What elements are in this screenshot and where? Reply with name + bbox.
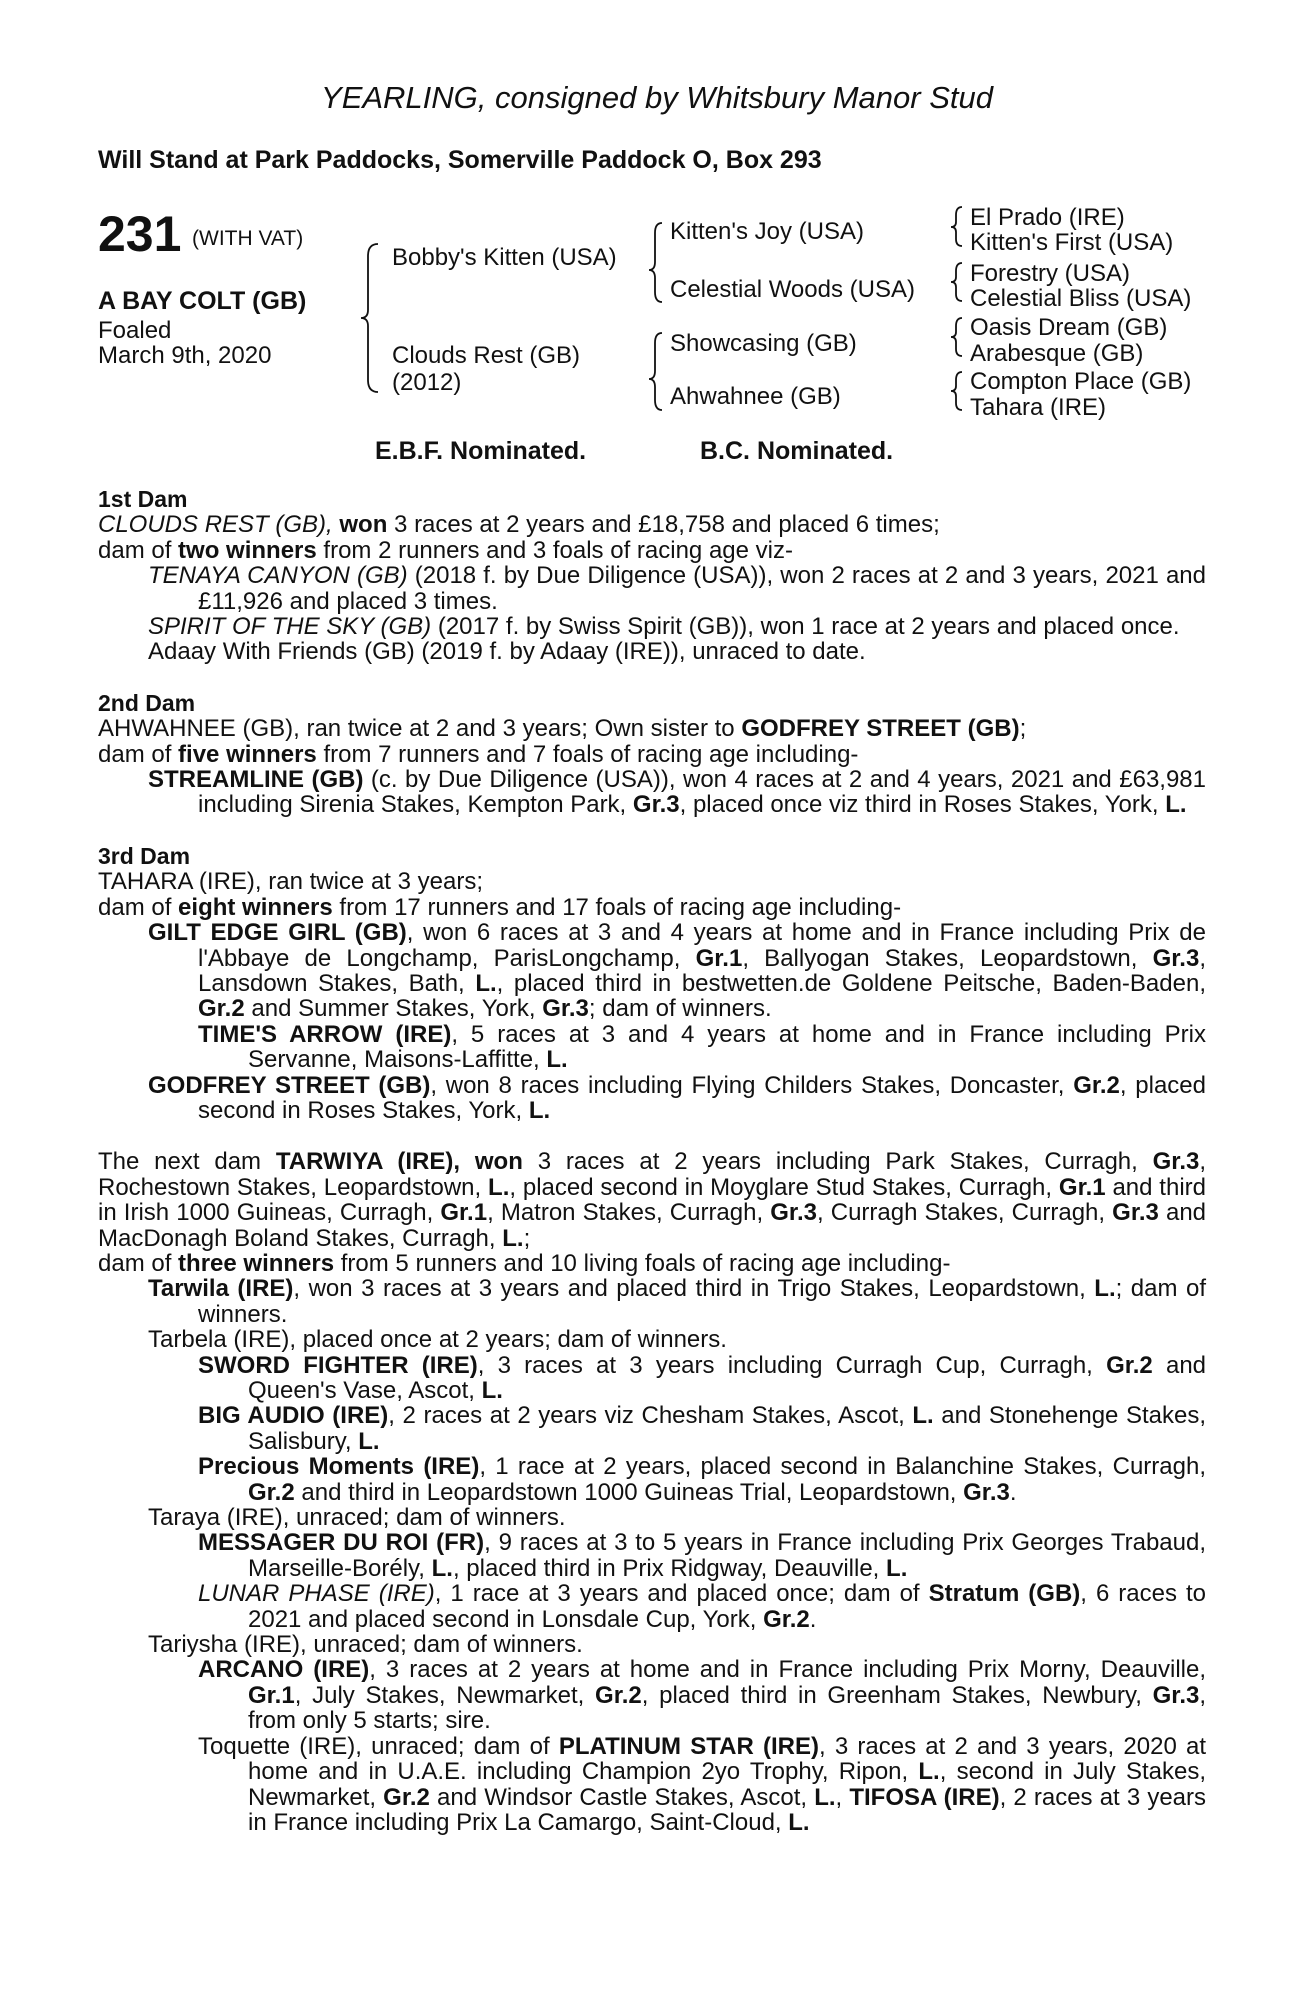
lot-description: A BAY COLT (GB) [98,287,307,315]
grade-label: Gr.3 [1152,1681,1200,1709]
horse-name: Stratum (GB) [928,1580,1081,1608]
horse-name: GODFREY STREET (GB) [741,715,1020,743]
pedigree-g5: Oasis Dream (GB) [970,314,1168,341]
grand-offspring-entry [98,1530,1206,1581]
punctuation: . [1009,1478,1017,1506]
offspring-entry [98,767,1206,818]
offspring-name: GODFREY STREET (GB) [148,1071,431,1099]
grade-label: Gr.3 [963,1478,1010,1506]
dam-of-label: dam of [98,893,172,921]
lot-number: 231 [98,206,182,262]
brace-g2 [951,263,962,301]
offspring-record: and Windsor Castle Stakes, Ascot, [437,1783,808,1811]
pedigree-g3: Forestry (USA) [970,260,1131,287]
grade-label: Gr.3 [1112,1199,1159,1227]
listed-label: L. [528,1096,551,1124]
offspring-entry [98,639,1206,664]
offspring-record: , 3 races at 2 years at home and in France including Prix Morny, Deauville, [369,1656,1207,1684]
offspring-entry: Tariysha (IRE), unraced; dam of winners. [148,1631,583,1659]
dam-of-label: dam of [98,536,172,564]
offspring-record: Toquette (IRE), unraced; dam of [198,1732,550,1760]
offspring-name: TIME'S ARROW (IRE) [198,1020,452,1048]
grade-label: Gr.2 [595,1681,642,1709]
grade-label: Gr.2 [248,1478,295,1506]
grand-offspring-entry [98,1657,1206,1733]
offspring-record: , placed second in Roses Stakes, York, [198,1071,1207,1124]
pedigree-g8: Tahara (IRE) [970,394,1107,421]
offspring-entry [98,1073,1206,1124]
offspring-name: BIG AUDIO (IRE) [198,1402,389,1430]
horse-name: PLATINUM STAR (IRE) [558,1732,819,1760]
winners-count: eight winners [178,893,333,921]
ebf-nominated: E.B.F. Nominated. [375,437,587,465]
horse-name: TIFOSA (IRE) [849,1783,1000,1811]
punctuation: ; [1019,715,1027,743]
offspring-record: , July Stakes, Newmarket, [294,1681,585,1709]
listed-label: L. [912,1402,934,1430]
first-dam-produce [98,538,1206,563]
offspring-record: , second in July Stakes, Newmarket, [248,1758,1206,1811]
pedigree-g4: Celestial Bliss (USA) [970,285,1192,312]
offspring-record: , 1 race at 3 years and placed once; dam of [434,1580,920,1608]
offspring-record: ; dam of winners. [588,995,772,1023]
offspring-name: GILT EDGE GIRL (GB) [148,919,407,947]
listed-label: L. [431,1554,453,1582]
offspring-record: , 6 races to 2021 and placed second in Lonsdale Cup, York, [248,1580,1206,1633]
dam-of-label: dam of [98,1249,172,1277]
brace-g3 [951,318,962,356]
grade-label: Gr.2 [1106,1351,1153,1379]
grand-offspring-entry [98,1581,1206,1632]
record-text: , Matron Stakes, Curragh, [487,1199,764,1227]
offspring-record: , won 6 races at 3 and 4 years at home and in France including Prix de l'Abbaye de Longchamp, ParisLongchamp, [198,919,1206,972]
produce-summary: from 2 runners and 3 foals of racing age viz- [323,536,793,564]
offspring-record: , 3 races at 3 years including Curragh Cup, Curragh, [477,1351,1093,1379]
punctuation: . [809,1605,817,1633]
grade-label: Gr.1 [1058,1173,1106,1201]
grade-label: Gr.2 [1073,1071,1120,1099]
offspring-record: (c. by Due Diligence (USA)), won 4 races at 2 and 4 years, 2021 and £63,981 including Sirenia Stakes, Kempton Park, [198,766,1206,819]
brace-main [361,244,378,392]
grade-label: Gr.3 [770,1199,817,1227]
offspring-name: TENAYA CANYON (GB) [148,562,408,590]
pedigree-g1: El Prado (IRE) [970,204,1125,231]
offspring-record: , 2 races at 2 years viz Chesham Stakes, Ascot, [388,1402,905,1430]
record-text: and third in Irish 1000 Guineas, Curragh, [98,1173,1206,1227]
page-title: YEARLING, consigned by Whitsbury Manor Stud [321,80,993,115]
offspring-record: , Ballyogan Stakes, Leopardstown, [742,944,1138,972]
offspring-entry: Taraya (IRE), unraced; dam of winners. [148,1504,566,1532]
listed-label: L. [502,1224,524,1252]
offspring-record: , won 3 races at 3 years and placed third in Trigo Stakes, Leopardstown, [293,1275,1086,1303]
offspring-name: SWORD FIGHTER (IRE) [198,1351,478,1379]
offspring-record: , 2 races at 3 years in France including Prix La Camargo, Saint-Cloud, [248,1783,1207,1836]
grade-label: Gr.1 [248,1681,295,1709]
record-text: 3 races at 2 years including Park Stakes, Curragh, [537,1148,1138,1176]
won-label: won [474,1148,523,1176]
second-dam-text: AHWAHNEE (GB), ran twice at 2 and 3 years; Own sister to [98,715,735,743]
offspring-record: , 5 races at 3 and 4 years at home and in France including Prix Servanne, Maisons-Laffitte, [248,1020,1207,1074]
offspring-name: Precious Moments (IRE) [198,1453,480,1481]
won-label: won [339,511,388,539]
foaled-label: Foaled [98,317,172,344]
offspring-name: ARCANO (IRE) [198,1656,370,1684]
offspring-record: , placed third in bestwetten.de Goldene Peitsche, Baden-Baden, [496,969,1206,997]
offspring-record: and Stonehenge Stakes, Salisbury, [248,1402,1207,1455]
foaled-date: March 9th, 2020 [98,342,272,369]
offspring-entry [98,1276,1206,1327]
listed-label: L. [358,1427,380,1455]
brace-g4 [951,372,962,410]
pedigree-dam-sire: Showcasing (GB) [670,330,857,357]
pedigree-dam: Clouds Rest (GB) [392,342,581,369]
listed-label: L. [918,1758,940,1786]
winners-count: two winners [178,536,317,564]
third-dam-record: TAHARA (IRE), ran twice at 3 years; [98,868,483,896]
offspring-record: and third in Leopardstown 1000 Guineas Trial, Leopardstown, [301,1478,957,1506]
produce-summary: from 7 runners and 7 foals of racing age including- [323,740,859,768]
first-dam-record-text: 3 races at 2 years and £18,758 and placed 6 times; [394,511,940,539]
grand-offspring-entry [98,1734,1206,1836]
offspring-record: Adaay With Friends (GB) (2019 f. by Adaay (IRE)), unraced to date. [148,638,866,666]
second-dam-produce [98,742,1206,767]
offspring-name: STREAMLINE (GB) [148,766,364,794]
offspring-entry [98,563,1206,614]
listed-label: L. [1094,1275,1116,1303]
punctuation: ; [523,1224,531,1252]
offspring-record: , placed once viz third in Roses Stakes, York, [679,791,1159,819]
listed-label: L. [886,1554,908,1582]
offspring-record: , placed third in Prix Ridgway, Deauville, [452,1554,880,1582]
offspring-record: , from only 5 starts; sire. [248,1681,1207,1735]
pedigree-g2: Kitten's First (USA) [970,229,1174,256]
record-text: and MacDonagh Boland Stakes, Curragh, [98,1199,1207,1252]
grade-label: Gr.3 [632,791,680,819]
grand-offspring-entry [98,1454,1206,1505]
record-text: , Curragh Stakes, Curragh, [816,1199,1106,1227]
stand-location: Will Stand at Park Paddocks, Somerville Paddock O, Box 293 [98,146,822,174]
grade-label: Gr.3 [1152,1148,1200,1176]
listed-label: L. [475,969,497,997]
offspring-record: , Lansdown Stakes, Bath, [198,944,1206,997]
offspring-entry [98,920,1206,1022]
grade-label: Gr.3 [542,995,589,1023]
third-dam-produce [98,895,1206,920]
pedigree-dam-year: (2012) [392,369,462,396]
offspring-record: , 3 races at 2 and 3 years, 2020 at home and in U.A.E. including Champion 2yo Trophy, Ripon, [248,1732,1207,1786]
brace-dam [649,333,662,410]
offspring-record: ; dam of winners. [198,1275,1206,1328]
listed-label: L. [814,1783,836,1811]
horse-name: TARWIYA (IRE), [275,1148,461,1176]
next-dam-label: The next dam [98,1148,262,1176]
listed-label: L. [481,1377,503,1404]
grand-offspring-entry [98,1353,1206,1404]
pedigree-notes [98,487,1206,1835]
grade-label: Gr.2 [383,1783,430,1811]
second-dam-heading: 2nd Dam [98,689,196,716]
grade-label: Gr.1 [695,944,743,972]
offspring-name: SPIRIT OF THE SKY (GB) [148,613,432,641]
grade-label: Gr.3 [1152,944,1200,972]
offspring-entry: Tarbela (IRE), placed once at 2 years; dam of winners. [148,1326,727,1354]
first-dam-heading: 1st Dam [98,486,188,512]
offspring-record: , 1 race at 2 years, placed second in Balanchine Stakes, Curragh, [479,1453,1207,1481]
pedigree-sire-dam: Celestial Woods (USA) [670,276,915,303]
dam-of-label: dam of [98,740,172,768]
third-dam-heading: 3rd Dam [98,842,191,869]
offspring-record: (2018 f. by Due Diligence (USA)), won 2 races at 2 and 3 years, 2021 and £11,926 and placed 3 times. [198,562,1207,615]
grade-label: Gr.2 [198,995,245,1023]
pedigree-dam-dam: Ahwahnee (GB) [670,383,841,410]
pedigree-sire: Bobby's Kitten (USA) [392,244,617,271]
brace-g1 [951,207,962,246]
pedigree-sire-sire: Kitten's Joy (USA) [670,218,864,245]
brace-sire [649,223,662,302]
offspring-record: and Summer Stakes, York, [251,995,536,1023]
second-dam-record [98,716,1206,741]
punctuation: , [835,1783,843,1811]
winners-count: five winners [178,740,317,768]
vat-label: (WITH VAT) [192,227,304,250]
listed-label: L. [788,1808,810,1836]
first-dam-record [98,512,1206,537]
offspring-record: , placed third in Greenham Stakes, Newbury, [641,1681,1142,1709]
offspring-record: , won 8 races including Flying Childers Stakes, Doncaster, [430,1071,1065,1099]
offspring-name: MESSAGER DU ROI (FR) [198,1529,485,1557]
offspring-record: (2017 f. by Swiss Spirit (GB)), won 1 race at 2 years and placed once. [437,613,1180,641]
pedigree-g6: Arabesque (GB) [970,340,1144,367]
produce-summary: from 17 runners and 17 foals of racing age including- [339,893,902,921]
listed-label: L. [488,1173,510,1201]
produce-summary: from 5 runners and 10 living foals of racing age including- [340,1249,951,1277]
next-dam-record [98,1149,1206,1251]
listed-label: L. [546,1046,568,1074]
offspring-name: LUNAR PHASE (IRE) [198,1580,435,1608]
offspring-entry [98,1022,1206,1073]
grand-offspring-entry [98,1403,1206,1454]
offspring-record: and Queen's Vase, Ascot, [248,1351,1207,1404]
first-dam-name: CLOUDS REST (GB), [98,511,333,539]
record-text: , Rochestown Stakes, Leopardstown, [98,1148,1207,1201]
offspring-record: , 9 races at 3 to 5 years in France including Prix Georges Trabaud, Marseille-Borély, [248,1529,1207,1582]
grade-label: Gr.1 [440,1199,488,1227]
record-text: , placed second in Moyglare Stud Stakes, Curragh, [509,1173,1053,1201]
listed-label: L. [1165,791,1187,819]
grade-label: Gr.2 [763,1605,810,1633]
offspring-entry [98,614,1206,639]
offspring-name: Tarwila (IRE) [148,1275,294,1303]
pedigree-g7: Compton Place (GB) [970,368,1192,395]
winners-count: three winners [178,1249,335,1277]
bc-nominated: B.C. Nominated. [700,437,894,465]
next-dam-produce [98,1251,1206,1276]
